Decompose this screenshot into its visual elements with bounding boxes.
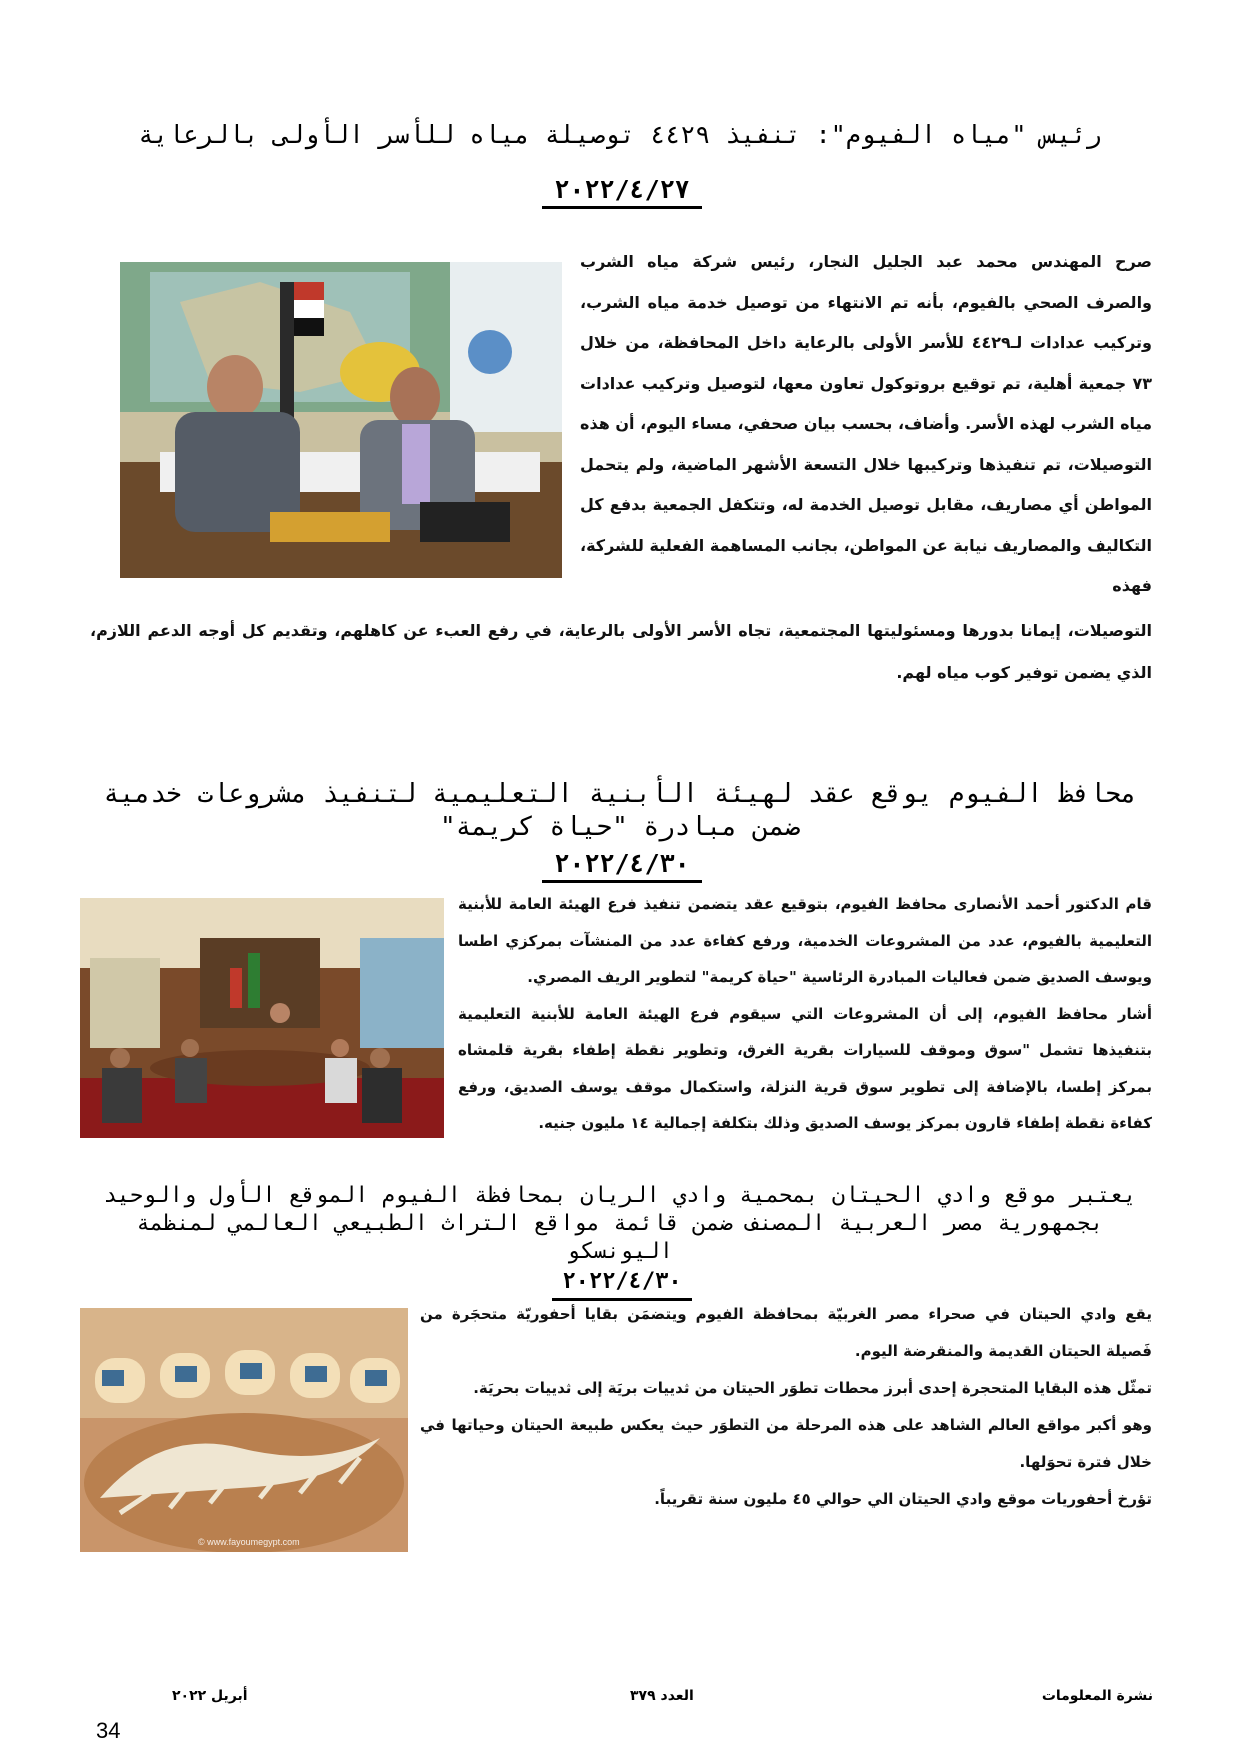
article-2-photo <box>80 898 444 1138</box>
article-2-title: محافظ الفيوم يوقع عقد لهيئة الأبنية التعليمية لتنفيذ مشروعات خدمية ضمن مبادرة "حياة كريمة" <box>103 779 1137 842</box>
article-2-body <box>458 886 1152 1142</box>
photo-watermark: © www.fayoumegypt.com <box>198 1537 300 1547</box>
article-3-photo <box>80 1308 408 1552</box>
article-1-date: ٢٠٢٢/٤/٢٧ <box>542 176 702 209</box>
article-1-photo <box>120 262 562 578</box>
article-3-paragraph-1: يقع وادي الحيتان في صحراء مصر الغربيّة بمحافظة الفيوم ويتضمَن بقايا أحفوريّة متحجَرة من فَصيلة الحيتان القديمة والمنقرضة اليوم. <box>420 1305 1152 1360</box>
article-2-paragraph-2: أشار محافظ الفيوم، إلى أن المشروعات التي سيقوم فرع الهيئة العامة للأبنية التعليمية بتنفيذها تشمل "سوق وموقف للسيارات بقرية الغرق، وتطوير نقطة إطفاء بقرية قلمشاه بمركز إطسا، بالإضافة إلى تطوير سوق قرية النزلة، واستكمال موقف يوسف الصديق، ورفع كفاءة نقطة إطفاء قارون بمركز يوسف الصديق وذلك بتكلفة إجمالية ١٤ مليون جنيه. <box>458 1004 1152 1132</box>
footer-publication: نشرة المعلومات <box>1041 1688 1153 1704</box>
article-2-paragraph-1: قام الدكتور أحمد الأنصارى محافظ الفيوم، بتوقيع عقد يتضمن تنفيذ فرع الهيئة العامة للأبنية التعليمية بالفيوم، عدد من المشروعات الخدمية، ورفع كفاءة عدد من المنشآت بمركزي اطسا ويوسف الصديق ضمن فعاليات المبادرة الرئاسية "حياة كريمة" لتطوير الريف المصري. <box>458 895 1152 986</box>
article-1-body: صرح المهندس محمد عبد الجليل النجار، رئيس شركة مياه الشرب والصرف الصحي بالفيوم، بأنه تم الانتهاء من توصيل خدمة مياه الشرب، وتركيب عدادات لـ٤٤٢٩ للأسر الأولى بالرعاية داخل المحافظة، من خلال ٧٣ جمعية أهلية، تم توقيع بروتوكول تعاون معها، لتوصيل وتركيب عدادات مياه الشرب لهذه الأسر. وأضاف، بحسب بيان صحفي، مساء اليوم، أن هذه التوصيلات، تم تنفيذها وتركيبها خلال التسعة الأشهر الماضية، ولم يتحمل المواطن أي مصاريف، مقابل توصيل الخدمة له، وتتكفل الجمعية بدفع كل التكاليف والمصاريف نيابة عن المواطن، بجانب المساهمة الفعلية للشركة، فهذه <box>580 252 1152 595</box>
article-3-paragraph-2: تمثّل هذه البقايا المتحجرة إحدى أبرز محطات تطوَر الحيتان من ثدييات بريَة إلى ثدييات بحريَة. <box>473 1379 1152 1397</box>
article-1-body-continued: التوصيلات، إيمانا بدورها ومسئوليتها المجتمعية، تجاه الأسر الأولى بالرعاية، في رفع العبء عن كاهلهم، وتقديم كل أوجه الدعم اللازم، الذي يضمن توفير كوب مياه لهم. <box>90 621 1152 682</box>
article-3-paragraph-4: تؤرخ أحفوريات موقع وادي الحيتان الي حوالي ٤٥ مليون سنة تقريباً. <box>654 1490 1152 1508</box>
article-3-paragraph-3: وهو أكبر مواقع العالم الشاهد على هذه المرحلة من التطوَر حيث يعكس طبيعة الحيتان وحياتها في خلال فترة تحوَلها. <box>420 1416 1152 1471</box>
article-3-title: يعتبر موقع وادي الحيتان بمحمية وادي الريان بمحافظة الفيوم الموقع الأول والوحيد بجمهورية مصر العربية المصنف ضمن قائمة مواقع التراث الطبيعي العالمي لمنظمة اليونسكو <box>103 1183 1137 1264</box>
page-number: 34 <box>96 1718 121 1743</box>
article-3-date: ٢٠٢٢/٤/٣٠ <box>552 1268 692 1301</box>
article-1-title: رئيس "مياه الفيوم": تنفيذ ٤٤٢٩ توصيلة مياه للأسر الأولى بالرعاية <box>138 120 1102 149</box>
footer-issue: العدد ٣٧٩ <box>630 1688 694 1704</box>
article-3-body <box>420 1296 1152 1518</box>
footer-month: أبريل ٢٠٢٢ <box>172 1688 248 1704</box>
article-2-date: ٢٠٢٢/٤/٣٠ <box>542 850 702 883</box>
